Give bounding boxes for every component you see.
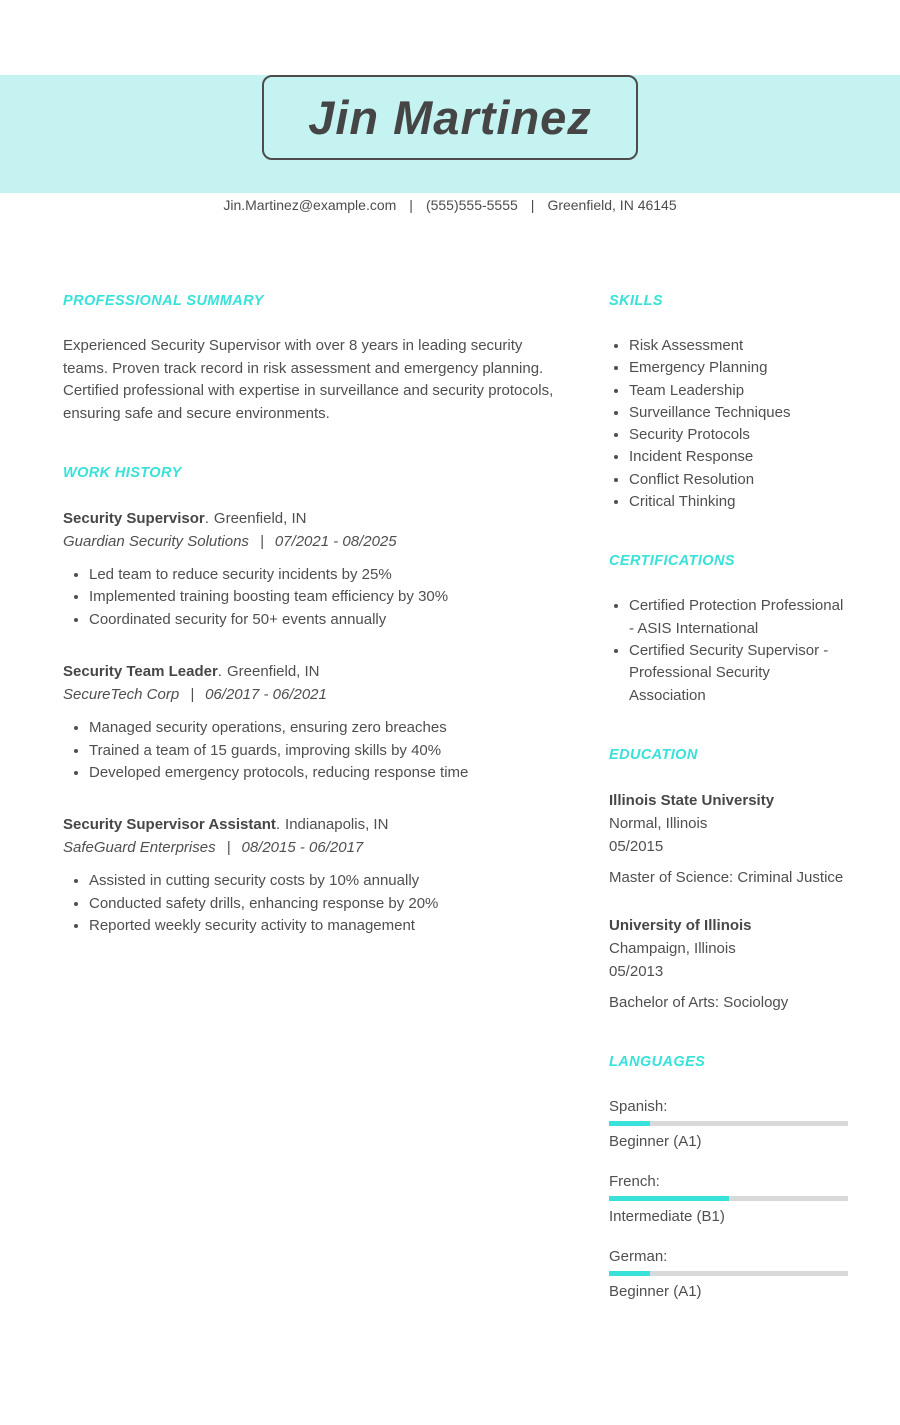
language-entry — [609, 1246, 848, 1302]
certifications-list — [609, 595, 848, 706]
job-role-separator: . — [204, 510, 209, 527]
education-list — [609, 789, 848, 1014]
section-certifications — [609, 553, 848, 706]
job-bullet: • Led team to reduce security incidents by 25% — [89, 564, 555, 586]
language-progress-track — [609, 1121, 848, 1126]
school-name: Illinois State University — [609, 791, 775, 809]
certification-item: • Certified Security Supervisor - Professional Security Association — [629, 640, 848, 707]
job-title-line — [63, 507, 555, 530]
section-title-languages: LANGUAGES — [609, 1053, 706, 1070]
section-languages — [609, 1054, 848, 1302]
job-role: Security Supervisor Assistant — [63, 816, 276, 834]
skills-list — [609, 335, 848, 513]
section-professional-summary — [63, 293, 555, 425]
school-date: 05/2015 — [609, 837, 664, 855]
contact-separator: | — [409, 197, 413, 213]
skill-item: • Surveillance Techniques — [629, 402, 848, 424]
language-progress-track — [609, 1196, 848, 1201]
education-entry — [609, 789, 848, 889]
school-location: Normal, Illinois — [609, 814, 708, 832]
school-degree: Bachelor of Arts: Sociology — [609, 993, 789, 1011]
job-company-line — [63, 683, 555, 706]
job-bullet: • Coordinated security for 50+ events annually — [89, 609, 555, 631]
skill-item: • Team Leadership — [629, 380, 848, 402]
section-title-certifications: CERTIFICATIONS — [609, 553, 735, 570]
job-bullet: • Trained a team of 15 guards, improving skills by 40% — [89, 740, 555, 762]
job-entry — [63, 507, 555, 631]
language-progress-fill — [609, 1196, 729, 1201]
job-list — [63, 507, 555, 938]
job-role-separator: . — [217, 663, 222, 681]
content-columns — [63, 293, 848, 1342]
contact-phone: (555)555-5555 — [425, 197, 518, 213]
section-skills — [609, 293, 848, 513]
education-entry — [609, 914, 848, 1014]
job-company: SecureTech Corp — [63, 686, 180, 704]
summary-text: Experienced Security Supervisor with over 8 years in leading security teams. Proven track record in risk assessment and emergency planning. Certified professional with expertise in surveillance and security protocols, ensuring safe and secure environments. — [63, 337, 554, 422]
school-degree: Master of Science: Criminal Justice — [609, 868, 844, 886]
job-dates: 06/2017 - 06/2021 — [205, 686, 327, 704]
certification-item: • Certified Protection Professional - ASIS International — [629, 595, 848, 640]
language-name: Spanish: — [609, 1097, 668, 1115]
language-progress-fill — [609, 1121, 650, 1126]
skill-item: • Security Protocols — [629, 424, 848, 446]
language-entry — [609, 1171, 848, 1227]
contact-separator: | — [530, 197, 535, 213]
job-company: SafeGuard Enterprises — [63, 839, 216, 857]
job-location: Indianapolis, IN — [285, 816, 389, 834]
job-bullet: • Conducted safety drills, enhancing response by 20% — [89, 893, 555, 915]
skill-item: • Conflict Resolution — [629, 469, 848, 491]
language-level: Beginner (A1) — [609, 1132, 702, 1150]
job-bullet-list — [63, 717, 555, 784]
job-title-line — [63, 813, 555, 836]
job-bullet-list — [63, 870, 555, 937]
language-list — [609, 1096, 848, 1302]
skill-item: • Risk Assessment — [629, 335, 848, 357]
school-date: 05/2013 — [609, 962, 664, 980]
section-title-professional-summary: PROFESSIONAL SUMMARY — [63, 293, 264, 309]
language-progress-track — [609, 1271, 848, 1276]
job-bullet: • Managed security operations, ensuring zero breaches — [89, 717, 555, 739]
language-name: French: — [609, 1172, 660, 1190]
job-company-line — [63, 836, 555, 859]
job-bullet: • Developed emergency protocols, reducing response time — [89, 762, 555, 784]
skill-item: • Incident Response — [629, 446, 848, 468]
right-column — [609, 293, 848, 1342]
job-company: Guardian Security Solutions — [63, 533, 249, 550]
name-box — [262, 75, 638, 160]
job-entry — [63, 813, 555, 937]
section-work-history — [63, 465, 555, 938]
language-entry — [609, 1096, 848, 1152]
job-title-line — [63, 660, 555, 683]
language-name: German: — [609, 1247, 668, 1265]
school-name: University of Illinois — [609, 916, 752, 934]
job-pipe-separator: | — [226, 839, 231, 857]
left-column — [63, 293, 555, 1342]
job-pipe-separator: | — [190, 686, 195, 704]
job-role: Security Supervisor — [63, 510, 205, 527]
job-bullet: • Reported weekly security activity to management — [89, 915, 555, 937]
skill-item: • Critical Thinking — [629, 491, 848, 513]
section-title-skills: SKILLS — [609, 293, 663, 309]
job-bullet-list — [63, 564, 555, 631]
skill-item: • Emergency Planning — [629, 357, 848, 379]
contact-location: Greenfield, IN 46145 — [547, 197, 677, 213]
job-role-separator: . — [275, 816, 281, 834]
job-role: Security Team Leader — [63, 663, 218, 681]
job-company-line — [63, 530, 555, 553]
job-location: Greenfield, IN — [213, 510, 307, 527]
job-pipe-separator: | — [259, 533, 264, 550]
job-bullet: • Assisted in cutting security costs by 10% annually — [89, 870, 555, 892]
candidate-name: Jin Martinez — [308, 91, 592, 144]
contact-email: Jin.Martinez@example.com — [223, 197, 397, 213]
job-location: Greenfield, IN — [226, 663, 320, 681]
language-level: Intermediate (B1) — [609, 1207, 725, 1225]
job-bullet: • Implemented training boosting team efficiency by 30% — [89, 586, 555, 608]
contact-bar — [0, 197, 900, 213]
section-title-education: EDUCATION — [609, 746, 698, 763]
school-location: Champaign, Illinois — [609, 939, 736, 957]
job-dates: 08/2015 - 06/2017 — [241, 839, 364, 857]
section-education — [609, 747, 848, 1014]
job-dates: 07/2021 - 08/2025 — [274, 533, 397, 550]
language-level: Beginner (A1) — [609, 1282, 702, 1300]
job-entry — [63, 660, 555, 784]
section-title-work-history: WORK HISTORY — [63, 465, 182, 481]
language-progress-fill — [609, 1271, 650, 1276]
